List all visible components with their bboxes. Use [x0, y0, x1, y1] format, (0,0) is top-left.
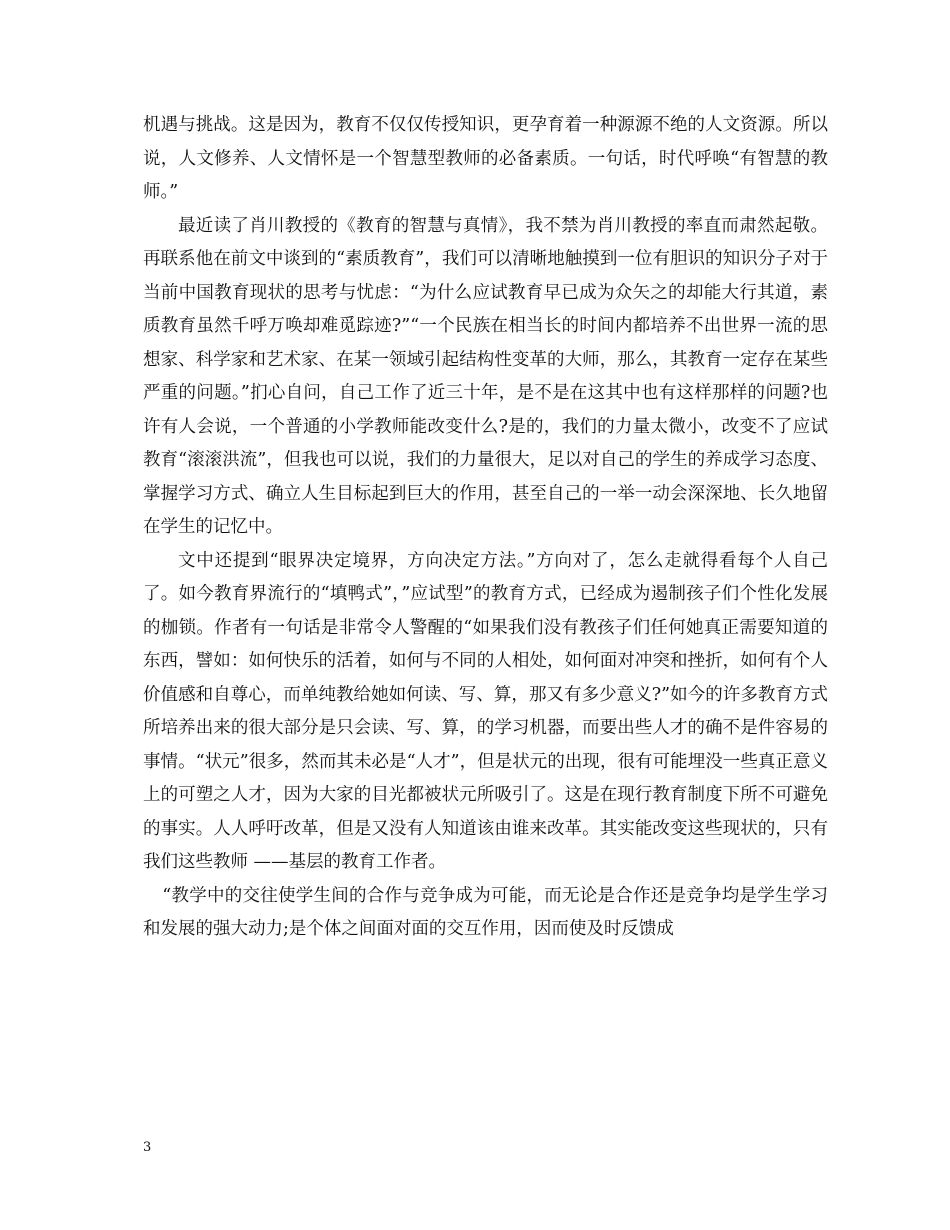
- document-body: [143, 109, 828, 947]
- paragraph-continuation: 机遇与挑战。这是因为，教育不仅仅传授知识，更孕育着一种源源不绝的人文资源。所以说，人文修养、人文情怀是一个智慧型教师的必备素质。一句话，时代呼唤“有智慧的教师。”: [143, 115, 828, 202]
- paragraph-vision-method: 文中还提到“眼界决定境界，方向决定方法。”方向对了，怎么走就得看每个人自己了。如今教育界流行的“填鸭式”，”应试型”的教育方式，已经成为遏制孩子们个性化发展的枷锁。作者有一句话是非常令人警醒的“如果我们没有教孩子们任何她真正需要知道的东西，譬如：如何快乐的活着，如何与不同的人相处，如何面对冲突和挫折，如何有个人价值感和自尊心，而单纯教给她如何读、写、算，那又有多少意义?”如今的许多教育方式所培养出来的很大部分是只会读、写、算，的学习机器，而要出些人才的确不是件容易的事情。“状元”很多，然而其未必是“人才”，但是状元的出现，很有可能埋没一些真正意义上的可塑之人才，因为大家的目光都被状元所吸引了。这是在现行教育制度下所不可避免的事实。人人呼吁改革，但是又没有人知道该由谁来改革。其实能改变这些现状的，只有我们这些教师 ——基层的教育工作者。: [143, 550, 828, 872]
- page-number: 3: [143, 1140, 152, 1155]
- paragraph-book-reflection: 最近读了肖川教授的《教育的智慧与真情》，我不禁为肖川教授的率直而肃然起敬。再联系他在前文中谈到的“素质教育”，我们可以清晰地触摸到一位有胆识的知识分子对于当前中国教育现状的思考与忧虑：“为什么应试教育早已成为众矢之的却能大行其道，素质教育虽然千呼万唤却难觅踪迹?”“一个民族在相当长的时间内都培养不出世界一流的思想家、科学家和艺术家、在某一领域引起结构性变革的大师，那么，其教育一定存在某些严重的问题。”扪心自问，自己工作了近三十年，是不是在这其中也有这样那样的问题?也许有人会说，一个普通的小学教师能改变什么?是的，我们的力量太微小，改变不了应试教育“滚滚洪流”，但我也可以说，我们的力量很大，足以对自己的学生的养成学习态度、掌握学习方式、确立人生目标起到巨大的作用，甚至自己的一举一动会深深地、长久地留在学生的记忆中。: [143, 215, 828, 537]
- paragraph-teaching-interaction: “教学中的交往使学生间的合作与竞争成为可能，而无论是合作还是竞争均是学生学习和发展的强大动力;是个体之间面对面的交互作用，因而使及时反馈成: [143, 885, 828, 939]
